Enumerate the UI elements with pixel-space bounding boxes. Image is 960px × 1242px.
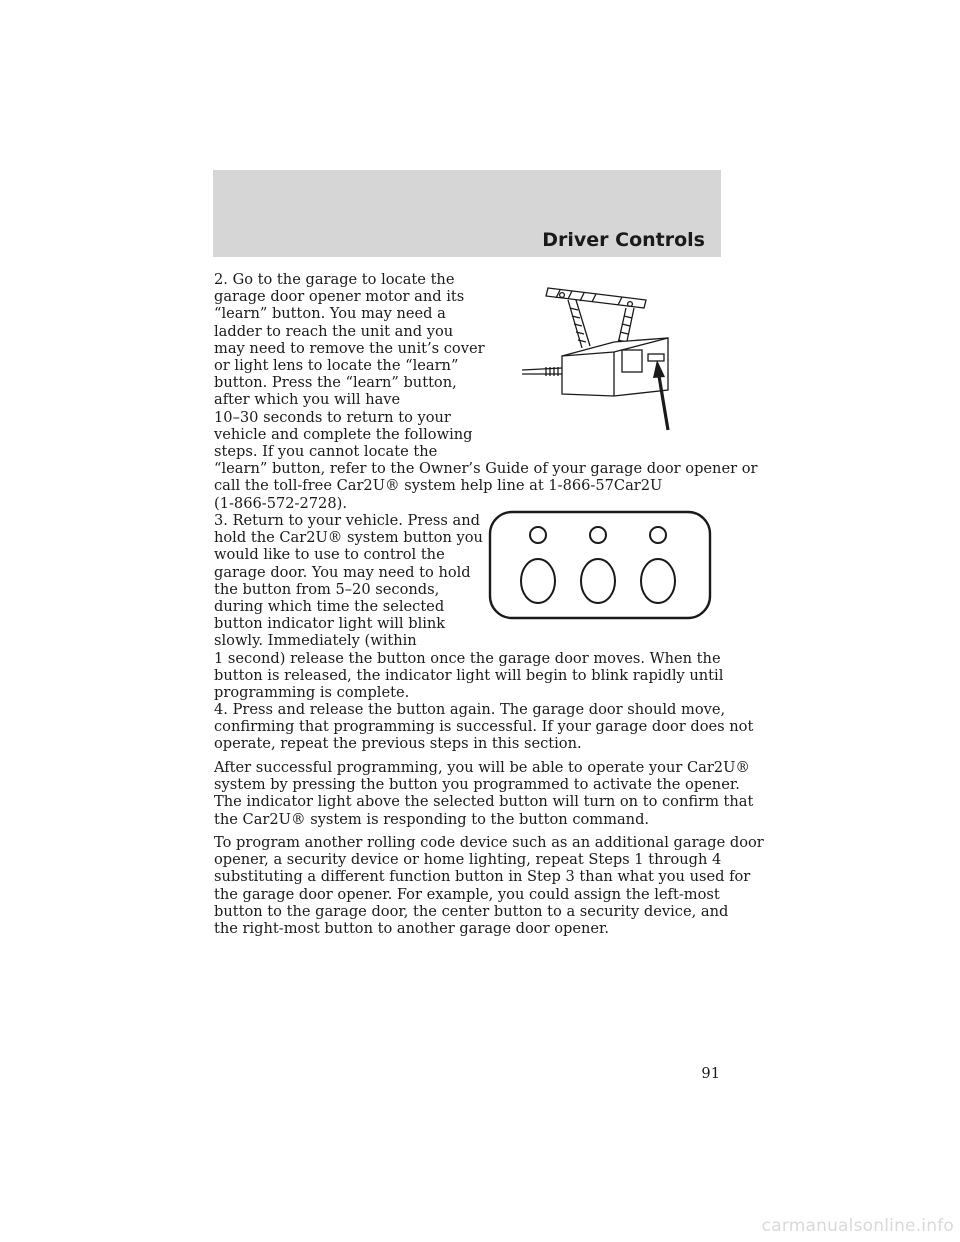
page-number: 91 <box>701 1065 720 1082</box>
text-line: the garage door opener. For example, you could assign the left-most <box>214 885 720 903</box>
text-line: garage door. You may need to hold <box>214 563 471 581</box>
header-band <box>213 170 721 257</box>
text-line: To program another rolling code device such as an additional garage door <box>214 834 764 851</box>
text-line: operate, repeat the previous steps in this section. <box>214 735 582 753</box>
text-line: substituting a different function button in Step 3 than what you used for <box>214 868 751 886</box>
step2-paragraph <box>214 271 757 512</box>
text-line: “learn” button. You may need a <box>214 305 446 323</box>
text-line: would like to use to control the <box>214 546 445 564</box>
text-line: opener, a security device or home lighting, repeat Steps 1 through 4 <box>214 851 722 869</box>
text-line: vehicle and complete the following <box>214 425 473 443</box>
text-line: After successful programming, you will be able to operate your Car2U® <box>214 759 750 776</box>
text-line: confirming that programming is successful. If your garage door does not <box>214 718 754 736</box>
after-programming-paragraph <box>214 759 753 828</box>
text-line: (1-866-572-2728). <box>214 494 347 512</box>
text-line: 10–30 seconds to return to your <box>214 408 451 426</box>
text-line: after which you will have <box>214 391 401 409</box>
text-line: “learn” button, refer to the Owner’s Guide of your garage door opener or <box>214 460 758 478</box>
text-line: garage door opener motor and its <box>214 288 465 306</box>
text-line: ladder to reach the unit and you <box>214 322 454 340</box>
text-line: steps. If you cannot locate the <box>214 443 438 461</box>
another-device-paragraph <box>214 834 764 937</box>
text-line: the button from 5–20 seconds, <box>214 580 440 598</box>
text-line: or light lens to locate the “learn” <box>214 357 459 375</box>
text-line: system by pressing the button you programmed to activate the opener. <box>214 776 740 794</box>
text-line: hold the Car2U® system button you <box>214 529 483 547</box>
text-line: the right-most button to another garage door opener. <box>214 920 609 938</box>
text-line: button to the garage door, the center button to a security device, and <box>214 902 729 920</box>
text-line: may need to remove the unit’s cover <box>214 339 485 357</box>
text-line: 3. Return to your vehicle. Press and <box>214 512 480 529</box>
text-line: slowly. Immediately (within <box>214 632 417 650</box>
section-title: Driver Controls <box>542 229 705 251</box>
text-line: button is released, the indicator light will begin to blink rapidly until <box>214 666 724 684</box>
step3-paragraph <box>214 512 723 701</box>
text-line: 4. Press and release the button again. The garage door should move, <box>214 701 726 718</box>
text-line: 1 second) release the button once the garage door moves. When the <box>214 649 721 667</box>
text-line: call the toll-free Car2U® system help line at 1-866-57Car2U <box>214 477 663 495</box>
text-line: 2. Go to the garage to locate the <box>214 271 455 288</box>
watermark: carmanualsonline.info <box>761 1216 954 1236</box>
text-line: the Car2U® system is responding to the button command. <box>214 810 650 828</box>
text-line: button. Press the “learn” button, <box>214 374 457 392</box>
text-line: button indicator light will blink <box>214 615 446 633</box>
text-line: during which time the selected <box>214 598 445 616</box>
text-line: The indicator light above the selected button will turn on to confirm that <box>214 793 754 811</box>
text-line: programming is complete. <box>214 684 410 702</box>
step4-paragraph <box>214 701 753 753</box>
